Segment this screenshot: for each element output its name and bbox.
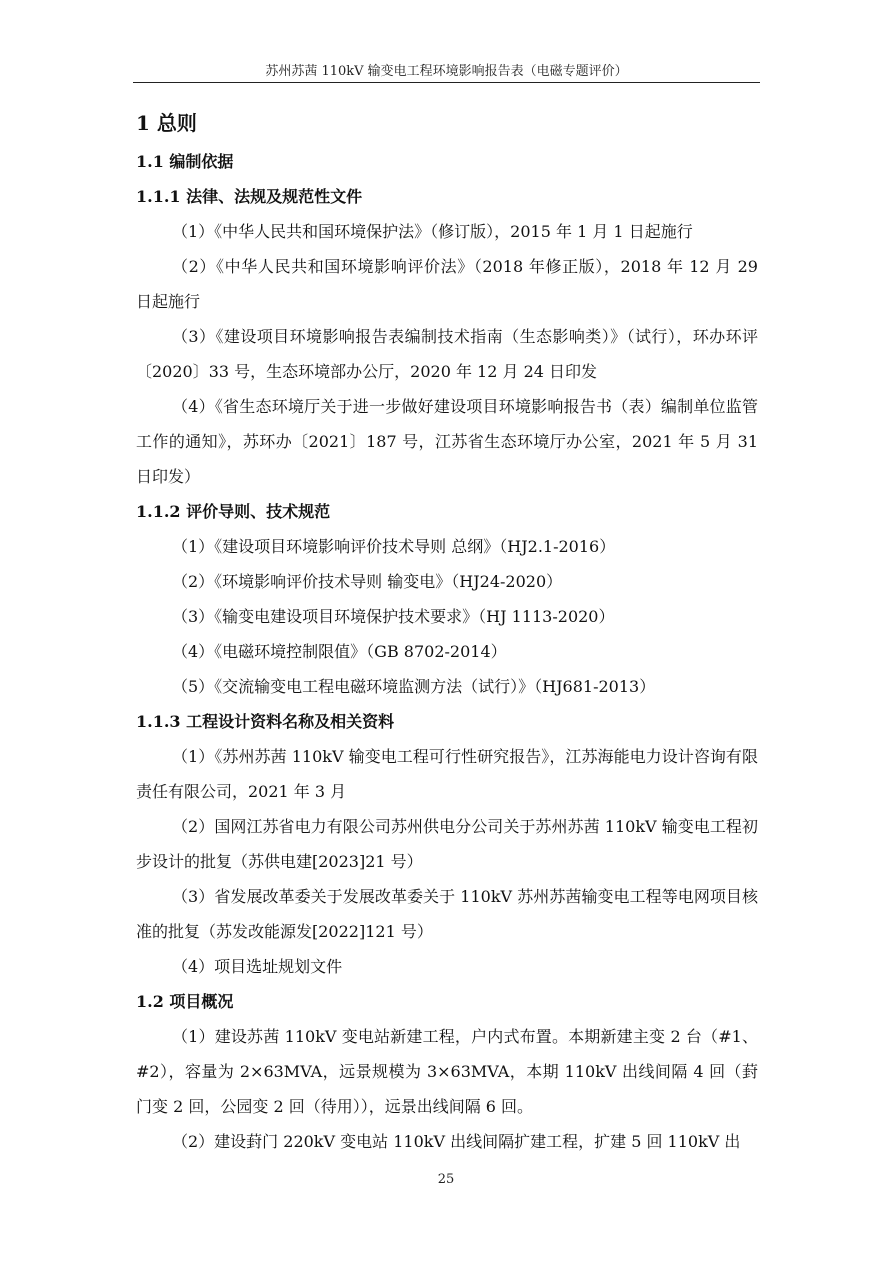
section-title-1-1-3: 1.1.3 工程设计资料名称及相关资料 <box>136 712 395 731</box>
running-header: 苏州苏茜 110kV 输变电工程环境影响报告表（电磁专题评价） <box>265 64 628 79</box>
list-item: （4）《省生态环境厅关于进一步做好建设项目环境影响报告书（表）编制单位监管工作的通知》，苏环办〔2021〕187 号，江苏省生态环境厅办公室，2021 年 5 月 31 日印发） <box>136 397 758 486</box>
list-item: （4）《电磁环境控制限值》（GB 8702-2014） <box>172 642 507 661</box>
list-item: （3）《建设项目环境影响报告表编制技术指南（生态影响类）》（试行），环办环评〔2020〕33 号，生态环境部办公厅，2020 年 12 月 24 日印发 <box>136 327 758 381</box>
page-number: 25 <box>437 1172 455 1187</box>
section-title-1-1: 1.1 编制依据 <box>136 152 234 171</box>
list-item: （4）项目选址规划文件 <box>172 957 343 976</box>
list-item: （2）《中华人民共和国环境影响评价法》（2018 年修正版），2018 年 12 月 29 日起施行 <box>136 257 758 311</box>
section-title-1-1-1: 1.1.1 法律、法规及规范性文件 <box>136 187 363 206</box>
list-item: （2）建设葑门 220kV 变电站 110kV 出线间隔扩建工程，扩建 5 回 110kV 出 <box>172 1132 741 1151</box>
list-item: （1）《苏州苏茜 110kV 输变电工程可行性研究报告》，江苏海能电力设计咨询有限责任有限公司，2021 年 3 月 <box>136 747 758 801</box>
list-item: （3）省发展改革委关于发展改革委关于 110kV 苏州苏茜输变电工程等电网项目核准的批复（苏发改能源发[2022]121 号） <box>136 887 758 941</box>
header-divider <box>133 82 760 83</box>
list-item: （3）《输变电建设项目环境保护技术要求》（HJ 1113-2020） <box>172 607 615 626</box>
section-title-1-1-2: 1.1.2 评价导则、技术规范 <box>136 502 331 521</box>
list-item: （1）《建设项目环境影响评价技术导则 总纲》（HJ2.1-2016） <box>172 537 616 556</box>
chapter-title: 1 总则 <box>136 111 197 135</box>
page-body <box>136 106 758 1159</box>
list-item: （1）《中华人民共和国环境保护法》（修订版），2015 年 1 月 1 日起施行 <box>172 222 693 241</box>
list-item: （2）国网江苏省电力有限公司苏州供电分公司关于苏州苏茜 110kV 输变电工程初步设计的批复（苏供电建[2023]21 号） <box>136 817 758 871</box>
list-item: （1）建设苏茜 110kV 变电站新建工程，户内式布置。本期新建主变 2 台（#1、#2），容量为 2×63MVA，远景规模为 3×63MVA，本期 110kV 出线间隔 4 回（葑门变 2 回，公园变 2 回（待用）），远景出线间隔 6 回。 <box>136 1027 758 1116</box>
list-item: （5）《交流输变电工程电磁环境监测方法（试行）》（HJ681-2013） <box>172 677 656 696</box>
list-item: （2）《环境影响评价技术导则 输变电》（HJ24-2020） <box>172 572 563 591</box>
section-title-1-2: 1.2 项目概况 <box>136 992 234 1011</box>
